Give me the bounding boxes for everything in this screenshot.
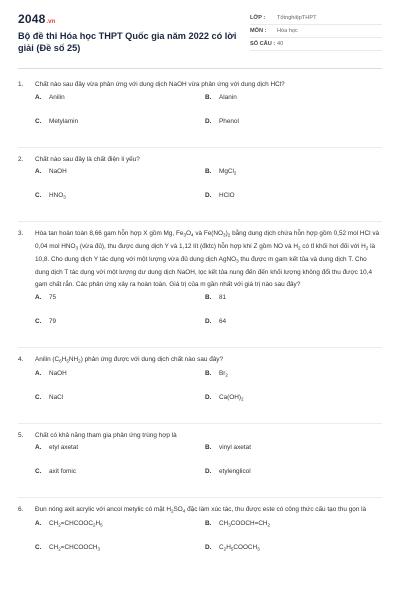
subscript: 4 [190, 232, 194, 238]
answer-option-d[interactable] [205, 192, 385, 216]
option-letter: D. [205, 544, 212, 552]
option-letter: A. [35, 520, 42, 528]
option-text [219, 544, 260, 552]
question-number: 3. [18, 230, 24, 238]
meta-label: MÔN : [250, 28, 267, 34]
option-letter: D. [205, 192, 212, 200]
option-text: NaOH [49, 369, 67, 377]
text-run: ) phản ứng được với dung dịch chất nào sau đây? [80, 355, 224, 363]
subscript: 5 [100, 522, 103, 528]
question-list [18, 79, 382, 568]
subscript: 2 [233, 170, 237, 176]
question-body: Chất nào sau đây là chất điện li yếu? [35, 155, 140, 163]
text-run: H [95, 520, 101, 528]
text-run: MgCl [219, 168, 234, 176]
option-text: HClO [219, 192, 235, 200]
text-run: và Fe(NO [193, 230, 224, 238]
page-title: Bộ đề thi Hóa học THPT Quốc gia năm 2022 có lời giải (Đề số 25) [18, 31, 237, 53]
meta-box [250, 12, 382, 54]
question-text [18, 504, 382, 517]
subscript: 5 [230, 546, 234, 552]
question-4 [18, 354, 382, 418]
header-left [18, 12, 250, 54]
subscript: 2 [58, 522, 61, 528]
text-run: có tỉ khối hơi đối với H [300, 243, 366, 251]
subscript: 2 [170, 508, 174, 514]
option-text: NaOH [49, 168, 67, 176]
option-letter: B. [205, 369, 212, 377]
answer-option-d[interactable] [205, 318, 385, 342]
answer-option-d[interactable] [205, 544, 385, 568]
answer-option-a[interactable] [35, 444, 205, 468]
subscript: 2 [225, 372, 228, 378]
option-letter: B. [205, 444, 212, 452]
option-letter: C. [35, 468, 42, 476]
text-run: =CHCOOCH [60, 544, 98, 552]
text-run: COOCH=CH [230, 520, 268, 528]
option-text: Phenol [219, 117, 239, 125]
subscript: 3 [228, 522, 231, 528]
option-text [49, 192, 66, 200]
question-text [18, 228, 382, 290]
answer-option-b[interactable] [205, 94, 385, 118]
option-letter: D. [205, 393, 212, 401]
answer-option-c[interactable] [35, 468, 205, 492]
text-run: đặc làm xúc tác, thu được este có công thức cấu tạo thu gọn là [185, 506, 367, 514]
question-number: 4. [18, 355, 24, 363]
question-divider [18, 497, 382, 498]
text-run: H [226, 544, 231, 552]
text-run: ) [225, 230, 228, 238]
subscript: 3 [223, 232, 226, 238]
logo-suffix: .vn [46, 19, 56, 25]
option-letter: D. [205, 117, 212, 125]
option-text [219, 520, 270, 528]
text-run: Đun nóng axit acrylic với ancol metylic có mặt H [35, 506, 171, 514]
text-run: CH [219, 520, 229, 528]
subscript: 2 [58, 546, 61, 552]
header-divider [18, 68, 382, 69]
option-text: Anilin [49, 93, 65, 101]
text-run: C [219, 544, 224, 552]
text-run: H [61, 355, 67, 363]
option-text [219, 370, 228, 378]
option-text [49, 544, 100, 552]
question-6 [18, 504, 382, 568]
option-letter: D. [205, 317, 212, 325]
answer-option-c[interactable] [35, 394, 205, 418]
option-text: vinyl axetat [219, 444, 251, 452]
text-run: Br [219, 369, 226, 377]
answer-option-c[interactable] [35, 192, 205, 216]
option-text [219, 168, 236, 176]
question-divider [18, 147, 382, 148]
text-run: SO [173, 506, 183, 514]
subscript: 3 [183, 232, 186, 238]
text-run: là 10,8. Cho dung dịch Y tác dụng với một lượng vừa đủ dung dịch AgNO [35, 243, 376, 264]
question-3 [18, 228, 382, 341]
option-letter: A. [35, 293, 42, 301]
subscript: 3 [97, 546, 101, 552]
option-text: Alanin [219, 93, 237, 101]
text-run: COOCH [233, 544, 258, 552]
option-letter: B. [205, 293, 212, 301]
answer-options [35, 444, 382, 492]
meta-value: Hóa học [277, 28, 298, 34]
question-text [18, 154, 382, 166]
subscript: 3 [236, 258, 239, 264]
option-text: etyl axetat [49, 444, 79, 452]
question-text [18, 79, 382, 91]
subscript: 2 [297, 245, 301, 251]
subscript: 5 [66, 358, 69, 364]
answer-option-a[interactable] [35, 168, 205, 192]
text-run: bằng dung dịch chứa hỗn hợp gồm 0,52 mol HCl và 0,04 mol HNO [35, 230, 380, 251]
meta-row-count [250, 38, 382, 51]
question-body: Chất nào sau đây vừa phản ứng với dung dịch NaOH vừa phản ứng với dung dịch HCl? [35, 81, 285, 88]
subscript: 3 [257, 546, 260, 552]
answer-option-b[interactable] [205, 520, 385, 544]
question-body [35, 504, 382, 517]
meta-value: 40 [277, 41, 284, 47]
subscript: 2 [78, 358, 81, 364]
option-text: 64 [219, 317, 227, 325]
subscript: 6 [59, 358, 62, 364]
question-body: Chất có khả năng tham gia phản ứng trùng hợp là [35, 431, 177, 439]
answer-option-b[interactable] [205, 370, 385, 394]
option-text: 81 [219, 293, 227, 301]
option-letter: B. [205, 168, 212, 176]
question-body [35, 354, 382, 367]
site-logo[interactable] [18, 12, 250, 26]
option-text [49, 520, 103, 528]
question-number: 5. [18, 431, 24, 439]
subscript: 3 [75, 245, 79, 251]
subscript: 2 [241, 396, 244, 402]
meta-label: LỚP : [250, 15, 266, 21]
option-letter: A. [35, 168, 42, 176]
option-letter: C. [35, 393, 42, 401]
option-text [219, 394, 244, 402]
question-divider [18, 221, 382, 222]
question-text [18, 354, 382, 367]
answer-option-c[interactable] [35, 544, 205, 568]
answer-option-b[interactable] [205, 294, 385, 318]
option-letter: A. [35, 369, 42, 377]
text-run: NH [68, 355, 79, 363]
answer-option-c[interactable] [35, 318, 205, 342]
option-letter: D. [205, 468, 212, 476]
question-text [18, 430, 382, 442]
answer-options [35, 94, 382, 142]
question-5 [18, 430, 382, 493]
subscript: 2 [92, 522, 96, 528]
option-letter: B. [205, 93, 212, 101]
meta-value: TốtnghiệpTHPT [277, 15, 317, 21]
question-number: 1. [18, 81, 24, 88]
option-letter: C. [35, 192, 42, 200]
meta-row-class [250, 12, 382, 25]
question-number: 6. [18, 506, 24, 514]
option-letter: C. [35, 317, 42, 325]
option-text: 79 [49, 317, 57, 325]
option-letter: B. [205, 520, 212, 528]
question-number: 2. [18, 155, 24, 163]
text-run: thu được m gam kết tủa và dung dịch T. Cho dung dịch T tác dụng với một lượng dư dung dịch NaOH, lọc kết tủa nung đến đến khối lượng không đổi thu được 10,4 gam chất rắn. Các phản ứng xảy ra hoàn toàn. Giá trị của m gần nhất với giá trị nào sau đây? [35, 256, 373, 289]
answer-option-c[interactable] [35, 118, 205, 142]
answer-option-d[interactable] [205, 468, 385, 492]
option-text: etylenglicol [219, 468, 251, 476]
answer-option-a[interactable] [35, 370, 205, 394]
answer-options [35, 294, 382, 342]
answer-options [35, 370, 382, 418]
text-run: Ca(OH) [219, 393, 242, 401]
option-text: NaCl [49, 393, 64, 401]
text-run: (vừa đủ), thu được dung dịch Y và 1,12 lít (đktc) hỗn hợp khí Z gồm NO và H [78, 243, 298, 251]
question-body [35, 228, 382, 290]
option-text: Metylamin [49, 117, 79, 125]
text-run: O [186, 230, 191, 238]
text-run: Anilin (C [35, 355, 60, 363]
logo-text: 2048 [18, 12, 46, 26]
text-run: CH [49, 520, 59, 528]
option-text: 75 [49, 293, 57, 301]
text-run: CH [49, 544, 59, 552]
meta-row-subject [250, 25, 382, 38]
text-run: Hòa tan hoàn toàn 8,66 gam hỗn hợp X gồm Mg, Fe [35, 230, 184, 238]
text-run: =CHCOOC [60, 520, 93, 528]
question-1 [18, 79, 382, 142]
answer-option-b[interactable] [205, 444, 385, 468]
option-letter: A. [35, 444, 42, 452]
answer-option-a[interactable] [35, 94, 205, 118]
answer-option-b[interactable] [205, 168, 385, 192]
answer-option-a[interactable] [35, 520, 205, 544]
text-run: HNO [49, 192, 64, 200]
subscript: 2 [267, 522, 271, 528]
answer-options [35, 168, 382, 216]
answer-option-d[interactable] [205, 118, 385, 142]
question-2 [18, 154, 382, 217]
option-letter: C. [35, 117, 42, 125]
answer-options [35, 520, 382, 568]
option-letter: A. [35, 93, 42, 101]
subscript: 3 [63, 194, 66, 200]
subscript: 2 [223, 546, 227, 552]
meta-label: SỐ CÂU : [250, 41, 276, 47]
option-text: axit fomic [49, 468, 76, 476]
question-divider [18, 423, 382, 424]
option-letter: C. [35, 544, 42, 552]
subscript: 4 [182, 508, 186, 514]
answer-option-d[interactable] [205, 394, 385, 418]
subscript: 2 [365, 245, 369, 251]
subscript: 2 [227, 232, 231, 238]
header [18, 12, 382, 54]
question-divider [18, 347, 382, 348]
answer-option-a[interactable] [35, 294, 205, 318]
